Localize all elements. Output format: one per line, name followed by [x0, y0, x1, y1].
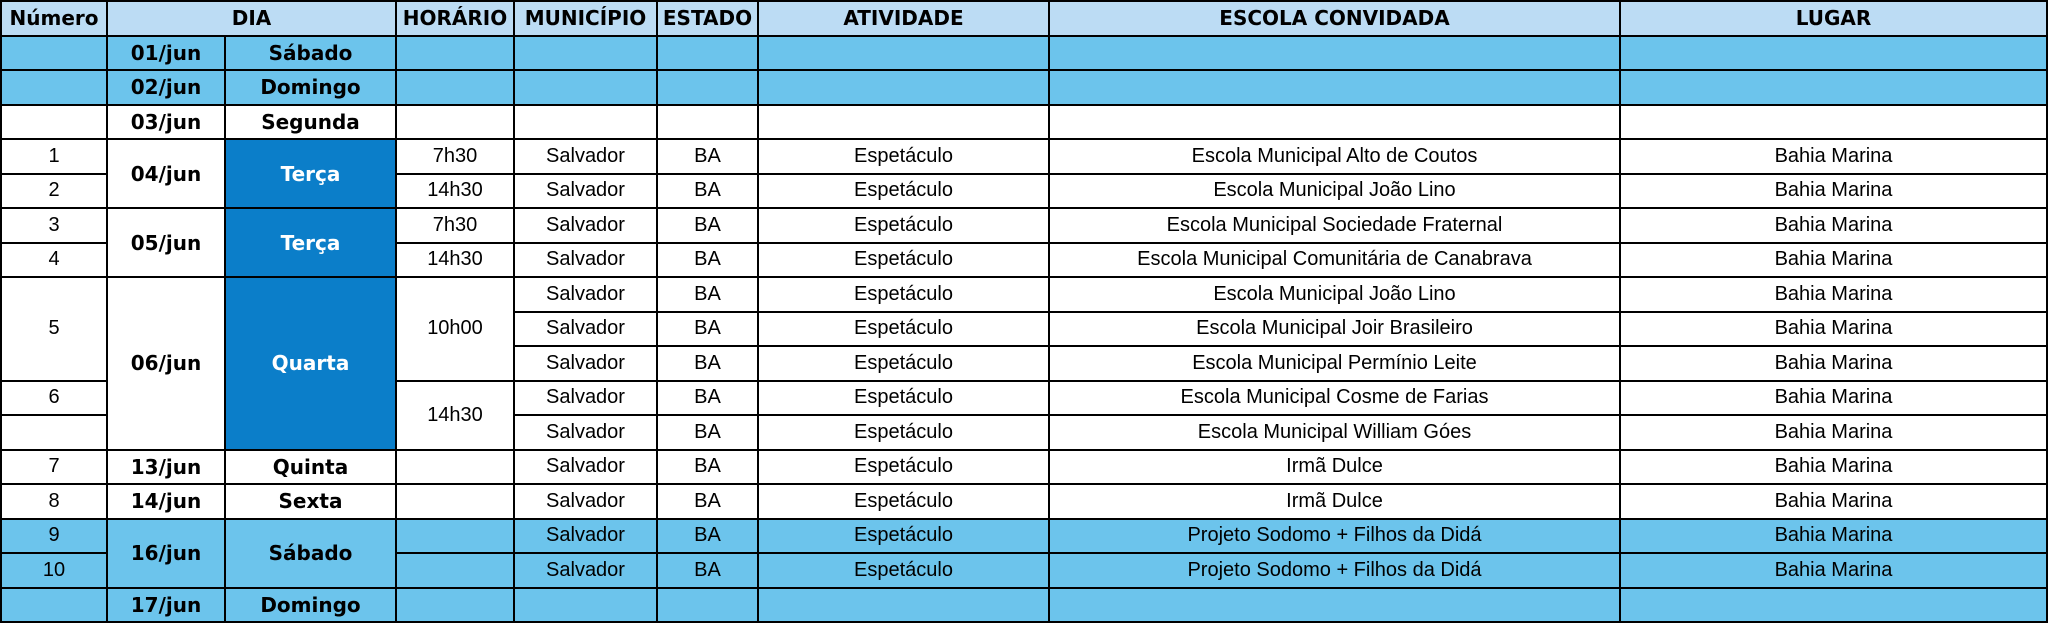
lugar-cell [1620, 588, 2047, 623]
estado-cell: BA [657, 415, 758, 450]
estado-cell: BA [657, 208, 758, 243]
lugar-cell: Bahia Marina [1620, 553, 2047, 588]
atividade-cell: Espetáculo [758, 208, 1049, 243]
atividade-cell: Espetáculo [758, 312, 1049, 347]
estado-cell [657, 588, 758, 623]
horario-cell [396, 450, 514, 485]
escola-cell [1049, 105, 1620, 140]
municipio-cell [514, 588, 657, 623]
horario-cell: 14h30 [396, 174, 514, 209]
date-cell: 01/jun [107, 36, 225, 71]
numero-cell: 10 [1, 553, 107, 588]
date-cell: 03/jun [107, 105, 225, 140]
escola-cell: Escola Municipal João Lino [1049, 174, 1620, 209]
date-cell: 02/jun [107, 70, 225, 105]
atividade-cell: Espetáculo [758, 553, 1049, 588]
municipio-cell: Salvador [514, 381, 657, 416]
lugar-cell: Bahia Marina [1620, 519, 2047, 554]
estado-cell: BA [657, 450, 758, 485]
municipio-cell: Salvador [514, 450, 657, 485]
numero-cell [1, 588, 107, 623]
table-row [1, 208, 2047, 243]
municipio-cell: Salvador [514, 174, 657, 209]
lugar-cell: Bahia Marina [1620, 415, 2047, 450]
atividade-cell: Espetáculo [758, 484, 1049, 519]
weekday-cell: Sábado [225, 36, 396, 71]
lugar-cell: Bahia Marina [1620, 174, 2047, 209]
municipio-cell: Salvador [514, 312, 657, 347]
atividade-cell [758, 105, 1049, 140]
date-cell: 17/jun [107, 588, 225, 623]
lugar-cell [1620, 70, 2047, 105]
lugar-cell: Bahia Marina [1620, 139, 2047, 174]
estado-cell: BA [657, 519, 758, 554]
lugar-cell: Bahia Marina [1620, 450, 2047, 485]
table-row [1, 450, 2047, 485]
escola-cell: Escola Municipal Permínio Leite [1049, 346, 1620, 381]
lugar-cell [1620, 105, 2047, 140]
date-cell: 06/jun [107, 277, 225, 450]
escola-cell: Escola Municipal Comunitária de Canabrava [1049, 243, 1620, 278]
escola-cell: Escola Municipal João Lino [1049, 277, 1620, 312]
atividade-cell: Espetáculo [758, 415, 1049, 450]
numero-cell: 5 [1, 277, 107, 381]
estado-cell: BA [657, 553, 758, 588]
horario-cell: 14h30 [396, 381, 514, 450]
horario-cell [396, 588, 514, 623]
municipio-cell: Salvador [514, 553, 657, 588]
escola-cell [1049, 588, 1620, 623]
municipio-cell [514, 105, 657, 140]
lugar-cell: Bahia Marina [1620, 381, 2047, 416]
atividade-cell: Espetáculo [758, 139, 1049, 174]
estado-cell: BA [657, 174, 758, 209]
horario-cell: 7h30 [396, 208, 514, 243]
horario-cell [396, 70, 514, 105]
atividade-cell [758, 70, 1049, 105]
estado-cell [657, 105, 758, 140]
atividade-cell: Espetáculo [758, 174, 1049, 209]
escola-cell: Escola Municipal William Góes [1049, 415, 1620, 450]
date-cell: 16/jun [107, 519, 225, 588]
weekday-cell: Segunda [225, 105, 396, 140]
numero-cell: 1 [1, 139, 107, 174]
estado-cell: BA [657, 312, 758, 347]
weekday-cell: Sexta [225, 484, 396, 519]
horario-cell [396, 553, 514, 588]
weekday-cell: Terça [225, 139, 396, 208]
estado-cell [657, 36, 758, 71]
numero-cell: 2 [1, 174, 107, 209]
weekday-cell: Domingo [225, 70, 396, 105]
municipio-cell: Salvador [514, 277, 657, 312]
municipio-cell: Salvador [514, 484, 657, 519]
municipio-cell: Salvador [514, 415, 657, 450]
weekday-cell: Quinta [225, 450, 396, 485]
numero-cell [1, 415, 107, 450]
horario-cell [396, 484, 514, 519]
numero-cell: 6 [1, 381, 107, 416]
estado-cell: BA [657, 139, 758, 174]
numero-cell [1, 36, 107, 71]
atividade-cell: Espetáculo [758, 277, 1049, 312]
estado-cell [657, 70, 758, 105]
header-numero: Número [1, 1, 107, 36]
numero-cell: 9 [1, 519, 107, 554]
estado-cell: BA [657, 346, 758, 381]
estado-cell: BA [657, 381, 758, 416]
escola-cell: Projeto Sodomo + Filhos da Didá [1049, 519, 1620, 554]
municipio-cell: Salvador [514, 346, 657, 381]
municipio-cell [514, 70, 657, 105]
municipio-cell [514, 36, 657, 71]
numero-cell: 4 [1, 243, 107, 278]
numero-cell: 8 [1, 484, 107, 519]
weekday-cell: Terça [225, 208, 396, 277]
atividade-cell: Espetáculo [758, 450, 1049, 485]
table-row [1, 519, 2047, 554]
table-row [1, 588, 2047, 623]
weekday-cell: Sábado [225, 519, 396, 588]
lugar-cell: Bahia Marina [1620, 208, 2047, 243]
horario-cell: 10h00 [396, 277, 514, 381]
atividade-cell: Espetáculo [758, 243, 1049, 278]
header-row [1, 1, 2047, 36]
header-lugar: LUGAR [1620, 1, 2047, 36]
escola-cell: Escola Municipal Joir Brasileiro [1049, 312, 1620, 347]
table-row [1, 70, 2047, 105]
table-row [1, 105, 2047, 140]
table-row [1, 277, 2047, 312]
date-cell: 13/jun [107, 450, 225, 485]
numero-cell: 7 [1, 450, 107, 485]
numero-cell [1, 105, 107, 140]
weekday-cell: Quarta [225, 277, 396, 450]
escola-cell: Irmã Dulce [1049, 484, 1620, 519]
lugar-cell: Bahia Marina [1620, 312, 2047, 347]
estado-cell: BA [657, 277, 758, 312]
horario-cell [396, 519, 514, 554]
lugar-cell: Bahia Marina [1620, 346, 2047, 381]
atividade-cell [758, 36, 1049, 71]
escola-cell [1049, 70, 1620, 105]
escola-cell: Escola Municipal Alto de Coutos [1049, 139, 1620, 174]
table-row [1, 139, 2047, 174]
header-escola: ESCOLA CONVIDADA [1049, 1, 1620, 36]
lugar-cell: Bahia Marina [1620, 277, 2047, 312]
horario-cell [396, 105, 514, 140]
weekday-cell: Domingo [225, 588, 396, 623]
escola-cell: Projeto Sodomo + Filhos da Didá [1049, 553, 1620, 588]
estado-cell: BA [657, 243, 758, 278]
date-cell: 04/jun [107, 139, 225, 208]
municipio-cell: Salvador [514, 519, 657, 554]
lugar-cell: Bahia Marina [1620, 243, 2047, 278]
numero-cell: 3 [1, 208, 107, 243]
atividade-cell: Espetáculo [758, 519, 1049, 554]
municipio-cell: Salvador [514, 139, 657, 174]
date-cell: 14/jun [107, 484, 225, 519]
header-municipio: MUNICÍPIO [514, 1, 657, 36]
header-horario: HORÁRIO [396, 1, 514, 36]
lugar-cell [1620, 36, 2047, 71]
horario-cell: 14h30 [396, 243, 514, 278]
atividade-cell: Espetáculo [758, 346, 1049, 381]
atividade-cell: Espetáculo [758, 381, 1049, 416]
header-atividade: ATIVIDADE [758, 1, 1049, 36]
table-row [1, 36, 2047, 71]
escola-cell: Irmã Dulce [1049, 450, 1620, 485]
horario-cell [396, 36, 514, 71]
atividade-cell [758, 588, 1049, 623]
header-dia: DIA [107, 1, 396, 36]
table-row [1, 484, 2047, 519]
header-estado: ESTADO [657, 1, 758, 36]
municipio-cell: Salvador [514, 243, 657, 278]
numero-cell [1, 70, 107, 105]
date-cell: 05/jun [107, 208, 225, 277]
lugar-cell: Bahia Marina [1620, 484, 2047, 519]
escola-cell: Escola Municipal Sociedade Fraternal [1049, 208, 1620, 243]
estado-cell: BA [657, 484, 758, 519]
horario-cell: 7h30 [396, 139, 514, 174]
escola-cell [1049, 36, 1620, 71]
municipio-cell: Salvador [514, 208, 657, 243]
escola-cell: Escola Municipal Cosme de Farias [1049, 381, 1620, 416]
